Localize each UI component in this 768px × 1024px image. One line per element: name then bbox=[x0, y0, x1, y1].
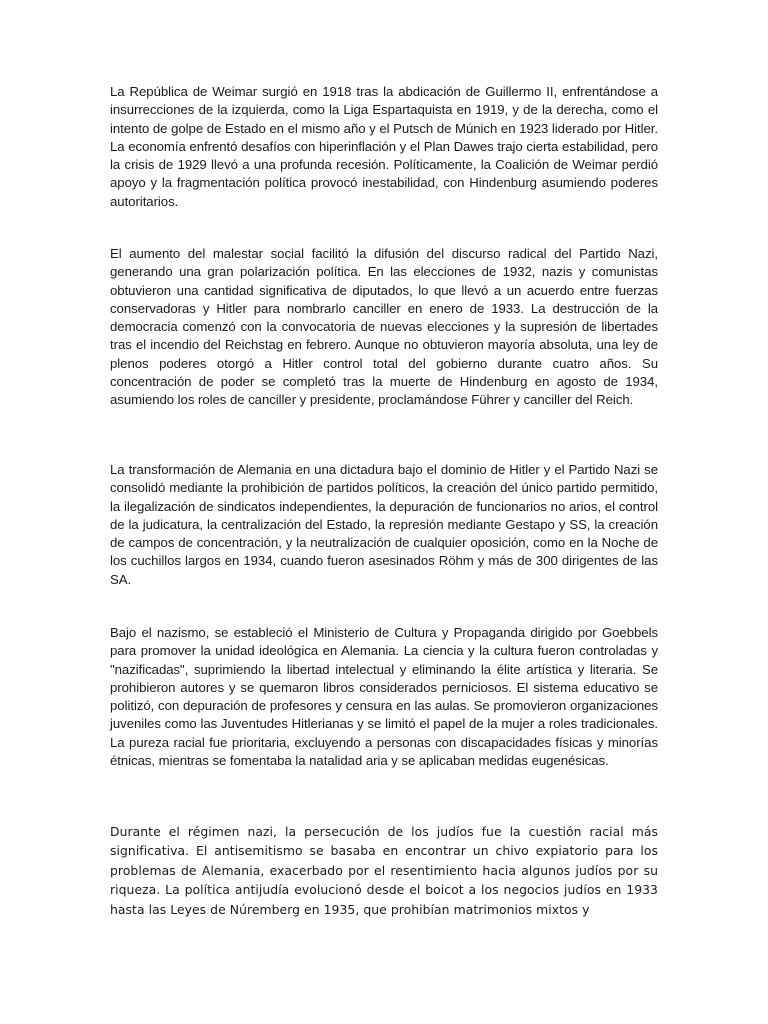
paragraph-rise-of-nazi-party: El aumento del malestar social facilitó la difusión del discurso radical del Partido Nazi, generando una gran polarización política. En las elecciones de 1932, nazis y comunistas obtuvieron una cantidad significativa de diputados, lo que llevó a un acuerdo entre fuerzas conservadoras y Hitler para nombrarlo canciller en enero de 1933. La destrucción de la democracia comenzó con la convocatoria de nuevas elecciones y la supresión de libertades tras el incendio del Reichstag en febrero. Aunque no obtuvieron mayoría absoluta, una ley de plenos poderes otorgó a Hitler control total del gobierno durante cuatro años. Su concentración de poder se completó tras la muerte de Hindenburg en agosto de 1934, asumiendo los roles de canciller y presidente, proclamándose Führer y canciller del Reich. bbox=[110, 246, 658, 408]
paragraph-culture-and-propaganda: Bajo el nazismo, se estableció el Ministerio de Cultura y Propaganda dirigido por Goebbels para promover la unidad ideológica en Alemania. La ciencia y la cultura fueron controladas y "nazificadas", suprimiendo la libertad intelectual y eliminando la élite artística y literaria. Se prohibieron autores y se quemaron libros considerados perniciosos. El sistema educativo se politizó, con depuración de profesores y censura en las aulas. Se promovieron organizaciones juveniles como las Juventudes Hitlerianas y se limitó el papel de la mujer a roles tradicionales. La pureza racial fue prioritaria, excluyendo a personas con discapacidades físicas y minorías étnicas, mientras se fomentaba la natalidad aria y se aplicaban medidas eugenésicas. bbox=[110, 625, 658, 769]
paragraph-dictatorship-consolidation: La transformación de Alemania en una dictadura bajo el dominio de Hitler y el Partido Nazi se consolidó mediante la prohibición de partidos políticos, la creación del único partido permitido, la ilegalización de sindicatos independientes, la depuración de funcionarios no arios, el control de la judicatura, la centralización del Estado, la represión mediante Gestapo y SS, la creación de campos de concentración, y la neutralización de cualquier oposición, como en la Noche de los cuchillos largos en 1934, cuando fueron asesinados Röhm y más de 300 dirigentes de las SA. bbox=[110, 462, 658, 587]
paragraph-persecution-of-jews: Durante el régimen nazi, la persecución de los judíos fue la cuestión racial más significativa. El antisemitismo se basaba en encontrar un chivo expiatorio para los problemas de Alemania, exacerbado por el resentimiento hacia algunos judíos por su riqueza. La política antijudía evolucionó desde el boicot a los negocios judíos en 1933 hasta las Leyes de Núremberg en 1935, que prohibían matrimonios mixtos y bbox=[110, 824, 658, 917]
paragraph-weimar-republic: La República de Weimar surgió en 1918 tras la abdicación de Guillermo II, enfrentándose a insurrecciones de la izquierda, como la Liga Espartaquista en 1919, y de la derecha, como el intento de golpe de Estado en el mismo año y el Putsch de Múnich en 1923 liderado por Hitler. La economía enfrentó desafíos con hiperinflación y el Plan Dawes trajo cierta estabilidad, pero la crisis de 1929 llevó a una profunda recesión. Políticamente, la Coalición de Weimar perdió apoyo y la fragmentación política provocó inestabilidad, con Hindenburg asumiendo poderes autoritarios. bbox=[110, 84, 658, 209]
